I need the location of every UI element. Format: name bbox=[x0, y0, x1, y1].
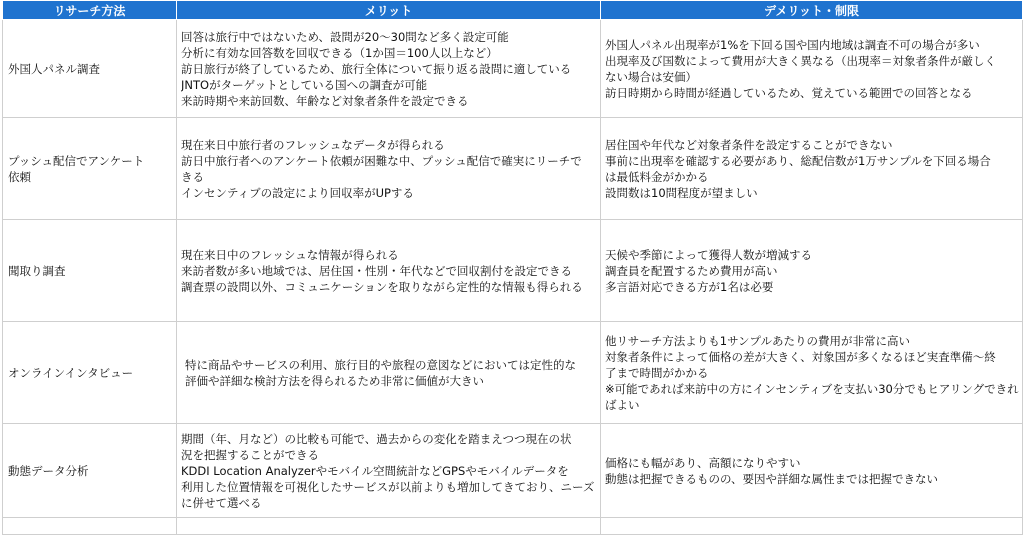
merit-line: 現在来日中旅行者のフレッシュなデータが得られる bbox=[181, 137, 445, 152]
merit-line: 調査票の設問以外、コミュニケーションを取りながら定性的な情報も得られる bbox=[181, 279, 583, 294]
demerit-line: 多言語対応できる方が1名は必要 bbox=[605, 279, 774, 294]
demerit-line: ※可能であれば来訪中の方にインセンティブを支払い30分でもヒアリングできれ bbox=[605, 381, 1019, 396]
merit-line: JNTOがターゲットとしている国への調査が可能 bbox=[181, 77, 428, 92]
header-demerit[interactable]: デメリット・制限 bbox=[601, 1, 1023, 20]
method-name: 聞取り調査 bbox=[8, 263, 66, 278]
empty-cell[interactable] bbox=[601, 518, 1023, 535]
demerit-line: 調査員を配置するため費用が高い bbox=[605, 263, 778, 278]
merit-cell[interactable] bbox=[177, 424, 601, 518]
merit-cell[interactable] bbox=[177, 20, 601, 118]
demerit-line: 訪日時期から時間が経過しているため、覚えている範囲での回答となる bbox=[605, 85, 973, 100]
method-cell[interactable] bbox=[3, 424, 177, 518]
method-name: オンラインインタビュー bbox=[8, 365, 134, 380]
method-name: 外国人パネル調査 bbox=[8, 61, 100, 76]
header-row bbox=[3, 1, 1023, 20]
empty-row bbox=[3, 518, 1023, 535]
method-cell[interactable] bbox=[3, 118, 177, 220]
merit-cell[interactable] bbox=[177, 322, 601, 424]
merit-line: 期間（年、月など）の比較も可能で、過去からの変化を踏まえつつ現在の状 bbox=[181, 431, 572, 446]
table-row bbox=[3, 424, 1023, 518]
merit-line: 分析に有効な回答数を回収できる（1か国＝100人以上など） bbox=[181, 45, 498, 60]
demerit-line: 対象者条件によって価格の差が大きく、対象国が多くなるほど実査準備～終 bbox=[605, 349, 996, 364]
empty-cell[interactable] bbox=[177, 518, 601, 535]
demerit-line: 他リサーチ方法よりも1サンプルあたりの費用が非常に高い bbox=[605, 333, 911, 348]
merit-line: KDDI Location Analyzerやモバイル空間統計などGPSやモバイルデータを bbox=[181, 463, 569, 478]
merit-cell[interactable] bbox=[177, 118, 601, 220]
method-name: 依頼 bbox=[8, 169, 31, 184]
method-cell[interactable] bbox=[3, 220, 177, 322]
merit-cell[interactable] bbox=[177, 220, 601, 322]
merit-line: 況を把握することができる bbox=[181, 447, 319, 462]
demerit-line: 外国人パネル出現率が1%を下回る国や国内地域は調査不可の場合が多い bbox=[605, 37, 980, 52]
method-name: プッシュ配信でアンケート bbox=[8, 153, 145, 168]
header-merit[interactable]: メリット bbox=[177, 1, 601, 20]
merit-line: 特に商品やサービスの利用、旅行目的や旅程の意図などにおいては定性的な bbox=[185, 357, 576, 372]
merit-line: に併せて選べる bbox=[181, 495, 262, 510]
merit-line: 来訪時期や来訪回数、年齢など対象者条件を設定できる bbox=[181, 93, 469, 108]
research-methods-table bbox=[2, 0, 1023, 535]
demerit-cell[interactable] bbox=[601, 424, 1023, 518]
method-cell[interactable] bbox=[3, 20, 177, 118]
merit-line: インセンティブの設定により回収率がUPする bbox=[181, 185, 414, 200]
merit-line: 利用した位置情報を可視化したサービスが以前よりも増加してきており、ニーズ bbox=[181, 479, 595, 494]
demerit-cell[interactable] bbox=[601, 20, 1023, 118]
merit-line: 訪日中旅行者へのアンケート依頼が困難な中、プッシュ配信で確実にリーチで bbox=[181, 153, 582, 168]
demerit-line: ばよい bbox=[605, 397, 640, 412]
demerit-line: は最低料金がかかる bbox=[605, 169, 709, 184]
empty-cell[interactable] bbox=[3, 518, 177, 535]
demerit-line: 了まで時間がかかる bbox=[605, 365, 709, 380]
demerit-line: 動態は把握できるものの、要因や詳細な属性までは把握できない bbox=[605, 471, 939, 486]
merit-line: 評価や詳細な検討方法を得られるため非常に価値が大きい bbox=[185, 373, 484, 388]
method-cell[interactable] bbox=[3, 322, 177, 424]
demerit-line: ない場合は安価） bbox=[605, 69, 697, 84]
demerit-cell[interactable] bbox=[601, 322, 1023, 424]
demerit-line: 出現率及び国数によって費用が大きく異なる（出現率＝対象者条件が厳しく bbox=[605, 53, 996, 68]
merit-line: 現在来日中のフレッシュな情報が得られる bbox=[181, 247, 399, 262]
demerit-cell[interactable] bbox=[601, 118, 1023, 220]
demerit-line: 天候や季節によって獲得人数が増減する bbox=[605, 247, 812, 262]
method-name: 動態データ分析 bbox=[8, 463, 89, 478]
table-row bbox=[3, 20, 1023, 118]
merit-line: 回答は旅行中ではないため、設問が20～30問など多く設定可能 bbox=[181, 29, 509, 44]
demerit-line: 事前に出現率を確認する必要があり、総配信数が1万サンプルを下回る場合 bbox=[605, 153, 991, 168]
table-row bbox=[3, 220, 1023, 322]
table-row bbox=[3, 322, 1023, 424]
demerit-line: 価格にも幅があり、高額になりやすい bbox=[605, 455, 801, 470]
header-research-method[interactable]: リサーチ方法 bbox=[3, 1, 177, 20]
demerit-cell[interactable] bbox=[601, 220, 1023, 322]
demerit-line: 設問数は10問程度が望ましい bbox=[605, 185, 758, 200]
table-row bbox=[3, 118, 1023, 220]
merit-line: きる bbox=[181, 169, 204, 184]
demerit-line: 居住国や年代など対象者条件を設定することができない bbox=[605, 137, 893, 152]
merit-line: 来訪者数が多い地域では、居住国・性別・年代などで回収割付を設定できる bbox=[181, 263, 572, 278]
merit-line: 訪日旅行が終了しているため、旅行全体について振り返る設問に適している bbox=[181, 61, 572, 76]
